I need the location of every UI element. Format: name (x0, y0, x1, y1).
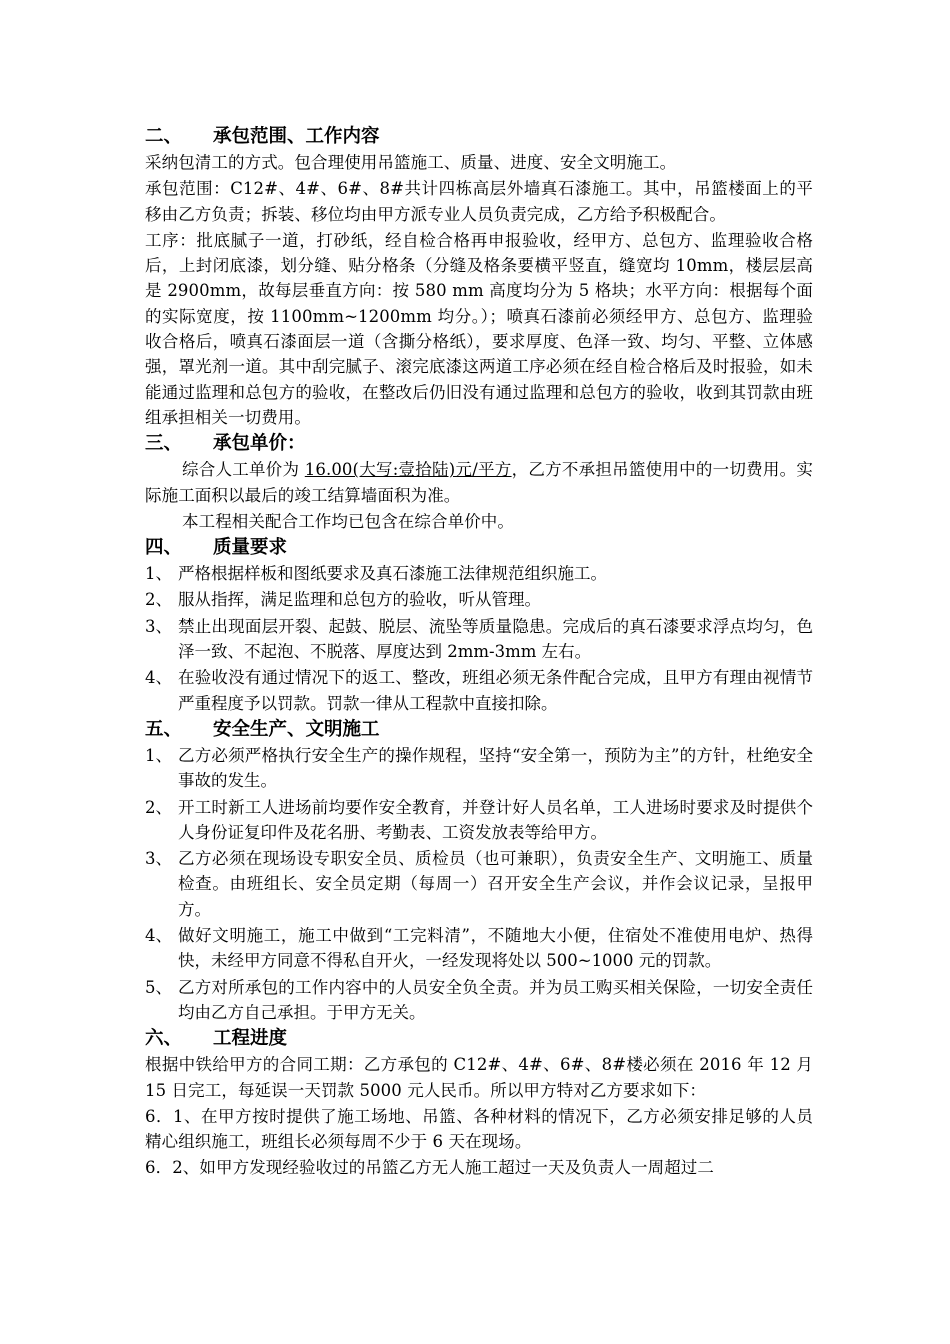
list-item (145, 795, 813, 846)
section-4-heading (145, 535, 813, 561)
paragraph: 6．2、如甲方发现经验收过的吊篮乙方无人施工超过一天及负责人一周超过二 (145, 1158, 714, 1178)
section-2-heading (145, 124, 813, 150)
item-number: 2、 (145, 797, 172, 817)
item-number: 1、 (145, 745, 172, 765)
item-text: 开工时新工人进场前均要作安全教育，并登计好人员名单，工人进场时要求及时提供个人身份证复印件及花名册、考勤表、工资发放表等给甲方。 (178, 797, 813, 842)
list-item (145, 614, 813, 665)
paragraph: 根据中铁给甲方的合同工期：乙方承包的 C12#、4#、6#、8#楼必须在 2016 年 12 月 15 日完工，每延误一天罚款 5000 元人民币。所以甲方特对乙方要求如下： (145, 1055, 813, 1100)
list-item (145, 743, 813, 794)
item-number: 4、 (145, 926, 172, 946)
item-number: 5、 (145, 977, 172, 997)
section-number: 六、 (145, 1028, 183, 1050)
section-title: 安全生产、文明施工 (213, 718, 380, 740)
paragraph: 本工程相关配合工作均已包含在综合单价中。 (182, 511, 514, 531)
section-number: 三、 (145, 433, 183, 455)
section-number: 五、 (145, 718, 183, 740)
section-title: 承包单价： (213, 433, 306, 455)
list-item (145, 587, 813, 612)
section-6-heading (145, 1026, 813, 1052)
section-5-heading (145, 717, 813, 743)
item-number: 1、 (145, 564, 172, 584)
paragraph: 6．1、在甲方按时提供了施工场地、吊篮、各种材料的情况下，乙方必须安排足够的人员精心组织施工，班组长必须每周不少于 6 天在现场。 (145, 1106, 813, 1152)
list-item (145, 975, 813, 1026)
item-text: 在验收没有通过情况下的返工、整改，班组必须无条件配合完成，且甲方有理由视情节严重程度予以罚款。罚款一律从工程款中直接扣除。 (178, 668, 813, 713)
item-text: 严格根据样板和图纸要求及真石漆施工法律规范组织施工。 (178, 564, 607, 584)
section-title: 工程进度 (213, 1028, 288, 1050)
item-number: 4、 (145, 668, 172, 688)
unit-price: 16.00(大写:壹拾陆)元/平方 (304, 460, 512, 480)
list-item (145, 561, 813, 586)
paragraph: 采纳包清工的方式。包合理使用吊篮施工、质量、进度、安全文明施工。 (145, 153, 677, 172)
section-number: 四、 (145, 537, 183, 559)
section-3-heading (145, 431, 813, 457)
price-post: ，乙方不承担吊篮使用中的一切费用。实际施工面积以最后的竣工结算墙面积为准。 (145, 460, 813, 505)
paragraph: 工序：批底腻子一道，打砂纸，经自检合格再申报验收，经甲方、总包方、监理验收合格后，上封闭底漆，划分缝、贴分格条（分缝及格条要横平竖直，缝宽均 10mm，楼层层高是 2900mm，故每层垂直方向：按 580 mm 高度均分为 5 格块；水平方向：根据每个面的实际宽度，按 1100mm~1200mm 均分。）；喷真石漆前必须经甲方、总包方、监理验收合格后，喷真石漆面层一道（含撕分格纸），要求厚度、色泽一致、均匀、平整、立体感强，罩光剂一道。其中刮完腻子、滚完底漆这两道工序必须在经自检合格后及时报验，如未能通过监理和总包方的验收，在整改后仍旧没有通过监理和总包方的验收，收到其罚款由班组承担相关一切费用。 (145, 230, 813, 427)
item-text: 做好文明施工，施工中做到“工完料清”，不随地大小便，住宿处不准使用电炉、热得快，未经甲方同意不得私自开火，一经发现将处以 500~1000 元的罚款。 (178, 926, 813, 971)
price-pre: 综合人工单价为 (182, 460, 305, 480)
list-item (145, 665, 813, 716)
section-title: 承包范围、工作内容 (213, 126, 380, 147)
document-page (145, 124, 813, 1182)
item-text: 禁止出现面层开裂、起鼓、脱层、流坠等质量隐患。完成后的真石漆要求浮点均匀，色泽一致、不起泡、不脱落、厚度达到 2mm-3mm 左右。 (178, 616, 813, 662)
section-title: 质量要求 (213, 537, 288, 559)
item-text: 乙方对所承包的工作内容中的人员安全负全责。并为员工购买相关保险，一切安全责任均由乙方自己承担。于甲方无关。 (178, 977, 813, 1022)
item-number: 2、 (145, 590, 172, 610)
section-number: 二、 (145, 126, 183, 147)
list-item (145, 923, 813, 974)
list-item (145, 846, 813, 922)
item-text: 服从指挥，满足监理和总包方的验收，听从管理。 (178, 590, 541, 610)
paragraph: 承包范围：C12#、4#、6#、8#共计四栋高层外墙真石漆施工。其中，吊篮楼面上的平移由乙方负责；拆装、移位均由甲方派专业人员负责完成，乙方给予积极配合。 (145, 179, 813, 224)
item-text: 乙方必须在现场设专职安全员、质检员（也可兼职），负责安全生产、文明施工、质量检查。由班组长、安全员定期（每周一）召开安全生产会议，并作会议记录，呈报甲方。 (178, 849, 813, 919)
item-number: 3、 (145, 616, 172, 636)
price-paragraph (145, 457, 813, 508)
item-text: 乙方必须严格执行安全生产的操作规程，坚持“安全第一，预防为主”的方针，杜绝安全事故的发生。 (178, 745, 813, 791)
item-number: 3、 (145, 849, 172, 869)
